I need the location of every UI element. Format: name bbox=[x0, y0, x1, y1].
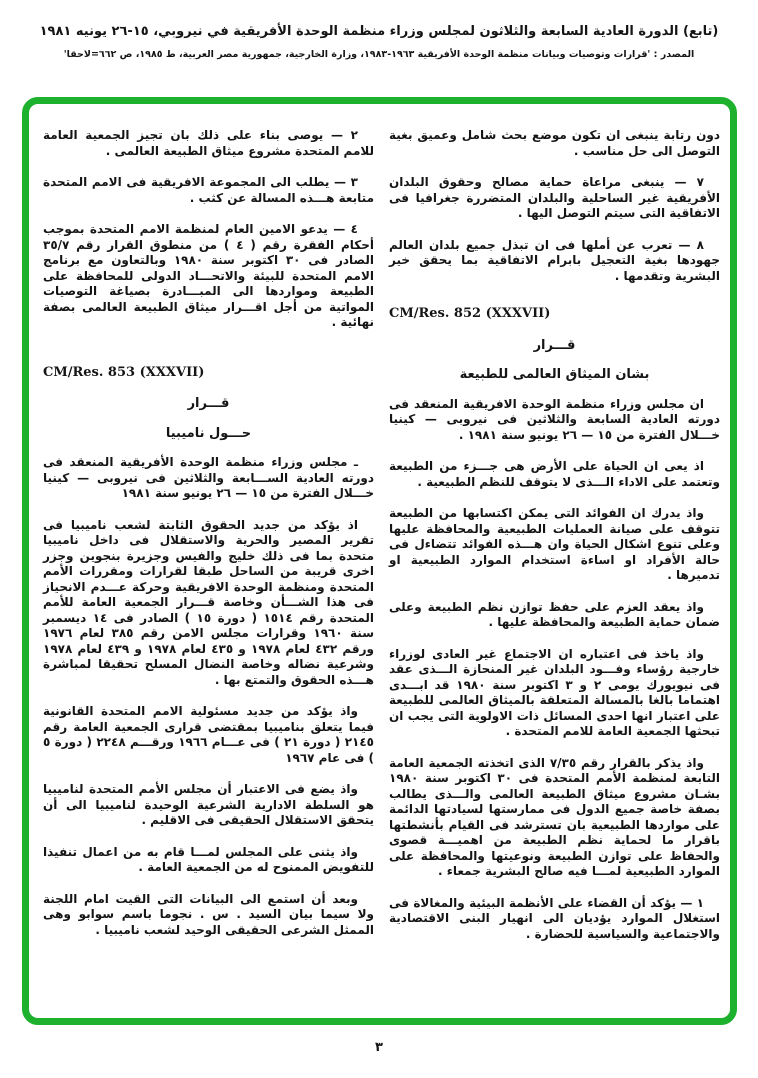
page-header bbox=[0, 24, 758, 60]
paragraph: ٣ — يطلب الى المجموعة الافريقية فى الامم المتحدة متابعة هـــذه المسالة عن كثب . bbox=[43, 175, 374, 205]
resolution-title: حـــول ناميبيا bbox=[165, 425, 252, 441]
source-citation: المصدر : 'قرارات وتوصيات وبيانات منظمة الوحدة الأفريقية ١٩٦٣-١٩٨٣، وزارة الخارجية، جمهورية مصر العربية، ط ١٩٨٥، ص ٦٦٢=لاحقا' bbox=[63, 49, 695, 60]
paragraph: واذ يؤكد من جديد مسئولية الامم المتحدة القانونية فيما يتعلق بناميبيا بمقتضى قرارى الجمعية العامة رقم ٢١٤٥ ( دورة ٢١ ) فى عـــام ١٩٦٦ ورقـــم ٢٢٤٨ ( دورة ٥ ) فى عام ١٩٦٧ bbox=[43, 704, 374, 765]
paragraph: ٢ — يوصى بناء على ذلك بان تجيز الجمعية العامة للامم المتحدة مشروع ميثاق الطبيعة العالمى . bbox=[43, 128, 374, 158]
paragraph: دون رتابة ينبغى ان تكون موضع بحث شامل وعميق بغية التوصل الى حل مناسب . bbox=[389, 128, 720, 158]
paragraph: واذ ياخذ فى اعتباره ان الاجتماع غير العادى لوزراء خارجية رؤساء وفـــود البلدان غير المنحازة الـــذى عقد فى نيويورك يومى ٢ و ٣ اكتوبر سنة ١٩٨٠ قد ابـــدى اهتماما بالغا بالمسالة المتعلقة بالميثاق العالمى للطبيعة على اعتبار انها احدى المسائل ذات الاولوية التى يجب ان تبحثها الجمعية العامة للامم المتحدة . bbox=[389, 646, 721, 738]
decision-heading: قـــرار bbox=[533, 337, 576, 353]
paragraph: واذ يذكر بالقرار رقم ٧/٣٥ الذى اتخذته الجمعية العامة التابعة لمنظمة الأمم المتحدة فى ٣٠ اكتوبر سنة ١٩٨٠ بشـان مشروع ميثاق الطبيعة العالمى والـــذى يطالب بصفة خاصة جميع الدول فى ممارستها لسيادتها الدائمة على مواردها الطبيعية بان تسترشد فى القيام بأنشطتها باقرار ما لحماية نظم الطبيعة من اهميـــة قصوى والحفاظ على توازن الطبيعة ونوعيتها والمحافظة على الموارد الطبيعية لمـــا فيه صالح البشرية جمعاء . bbox=[389, 755, 720, 878]
paragraph: واذ يضع فى الاعتبار أن مجلس الأمم المتحدة لناميبيا هو السلطة الادارية الشرعية الوحيدة لناميبيا الى أن يتحقق الاستقلال الحقيقى فى الاقليم . bbox=[43, 782, 374, 827]
paragraph: ٧ — ينبغى مراعاة حماية مصالح وحقوق البلدان الأفريقية غير الساحلية والبلدان المتضررة جغرافيا فى الاتفاقية التى سيتم التوصل اليها . bbox=[389, 175, 720, 220]
paragraph: واذ يثنى على المجلس لمـــا قام به من اعمال تنفيذا للتفويض الممنوح له من الجمعية العامة . bbox=[43, 844, 374, 874]
paragraph: اذ يعى ان الحياة على الأرض هى جـــزء من الطبيعة وتعتمد على الاداء الـــذى لا يتوقف للنظم الطبيعية . bbox=[389, 459, 720, 489]
page-number: ٣ bbox=[375, 1040, 383, 1055]
two-column-text bbox=[43, 128, 720, 1006]
column-right bbox=[389, 128, 720, 1006]
paragraph: واذ يعقد العزم على حفظ توازن نظم الطبيعة وعلى ضمان حماية الطبيعة والمحافظة عليها . bbox=[389, 599, 720, 629]
paragraph: اذ يؤكد من جديد الحقوق الثابتة لشعب ناميبيا فى تقرير المصير والحرية والاستقلال فى داخل ناميبيا متحدة بما فى ذلك خليج والفيس وجزيرة بنجوين وجزر اخرى قريبة من الساحل طبقا لقرارات ومقررات الأمم المتحدة ومنظمة الوحدة الافريقية وحركة عـــدم الانحياز فى هذا الشـــأن وخاصة قـــرار الجمعية العامة للأمم المتحدة رقم ١٥١٤ ( دورة ١٥ ) الصادر فى ١٤ ديسمبر سنة ١٩٦٠ وقرارات مجلس الامن رقم ٣٨٥ لعام ١٩٧٦ ورقم ٤٣٢ لعام ١٩٧٨ و ٤٣٥ لعام ١٩٧٨ و ٤٣٩ لعام ١٩٧٨ وشرعية نضاله وخاصة النضال المسلح تحقيقا لمباشرة هـــذه الحقوق والتمتع بها . bbox=[43, 517, 375, 687]
resolution-number: CM/Res. 853 (XXXVII) bbox=[43, 364, 205, 380]
column-left bbox=[43, 128, 374, 1006]
paragraph: ٨ — تعرب عن أملها فى ان تبذل جميع بلدان العالم جهودها بغية التعجيل بابرام الاتفاقية بما يحقق خير البشرية وتقدمها . bbox=[389, 237, 720, 283]
resolution-title: بشان الميثاق العالمى للطبيعة bbox=[459, 367, 650, 382]
resolution-number: CM/Res. 852 (XXXVII) bbox=[389, 306, 551, 321]
paragraph: ـ مجلس وزراء منظمة الوحدة الأفريقية المنعقد فى دورته العادية الســـابعة والثلاثين فى نيروبى — كينيا خـــلال الفترة من ١٥ — ٢٦ يونيو سنة ١٩٨١ bbox=[43, 455, 374, 500]
green-highlight-frame bbox=[22, 97, 737, 1025]
session-title: (تابع) الدورة العادية السابعة والثلاثون لمجلس وزراء منظمة الوحدة الأفريقية في نيروبي، ١٥-٢٦ يونيه ١٩٨١ bbox=[39, 24, 719, 39]
paragraph: وبعد أن استمع الى البيانات التى القيت امام اللجنة ولا سيما بيان السيد . س . نجوما باسم سوابو وهى الممثل الشرعى الحقيقى الوحيد لشعب ناميبيا . bbox=[43, 891, 374, 937]
paragraph: ٤ — يدعو الامين العام لمنظمة الامم المتحدة بموجب أحكام الفقرة رقم ( ٤ ) من منطوق القرار رقم ٣٥/٧ الصادر فى ٣٠ اكتوبر سنة ١٩٨٠ وبالتعاون مع برنامج الامم المتحدة للبيئة والاتحـــاد الدولى للمحافظة على الطبيعة ومواردها الى المبـــادرة بصياغة التوصيات المواتية من أجل اقـــرار ميثاق الطبيعة العالمى بصفة نهائية . bbox=[43, 222, 375, 329]
paragraph: ١ — يؤكد أن القضاء على الأنظمة البيئية والمغالاة فى استغلال الموارد يؤديان الى انهيار البنى الاقتصادية والاجتماعية والسياسية للحضارة . bbox=[389, 895, 720, 941]
paragraph: ان مجلس وزراء منظمة الوحدة الافريقية المنعقد فى دورته العادية السابعة والثلاثين فى نيروبى — كينيا خـــلال الفترة من ١٥ — ٢٦ يونيو سنة ١٩٨١ . bbox=[389, 396, 720, 442]
paragraph: واذ يدرك ان الفوائد التى يمكن اكتسابها من الطبيعة تتوقف على صيانة العمليات الطبيعية والمحافظة عليها وعلى تنوع اشكال الحياة وان هـــذه الفوائد تتضاءل فى حالة الأفراد او اساءة استخدام الموارد الطبيعية او تدميرها . bbox=[389, 506, 720, 582]
decision-heading: قـــرار bbox=[187, 396, 230, 411]
